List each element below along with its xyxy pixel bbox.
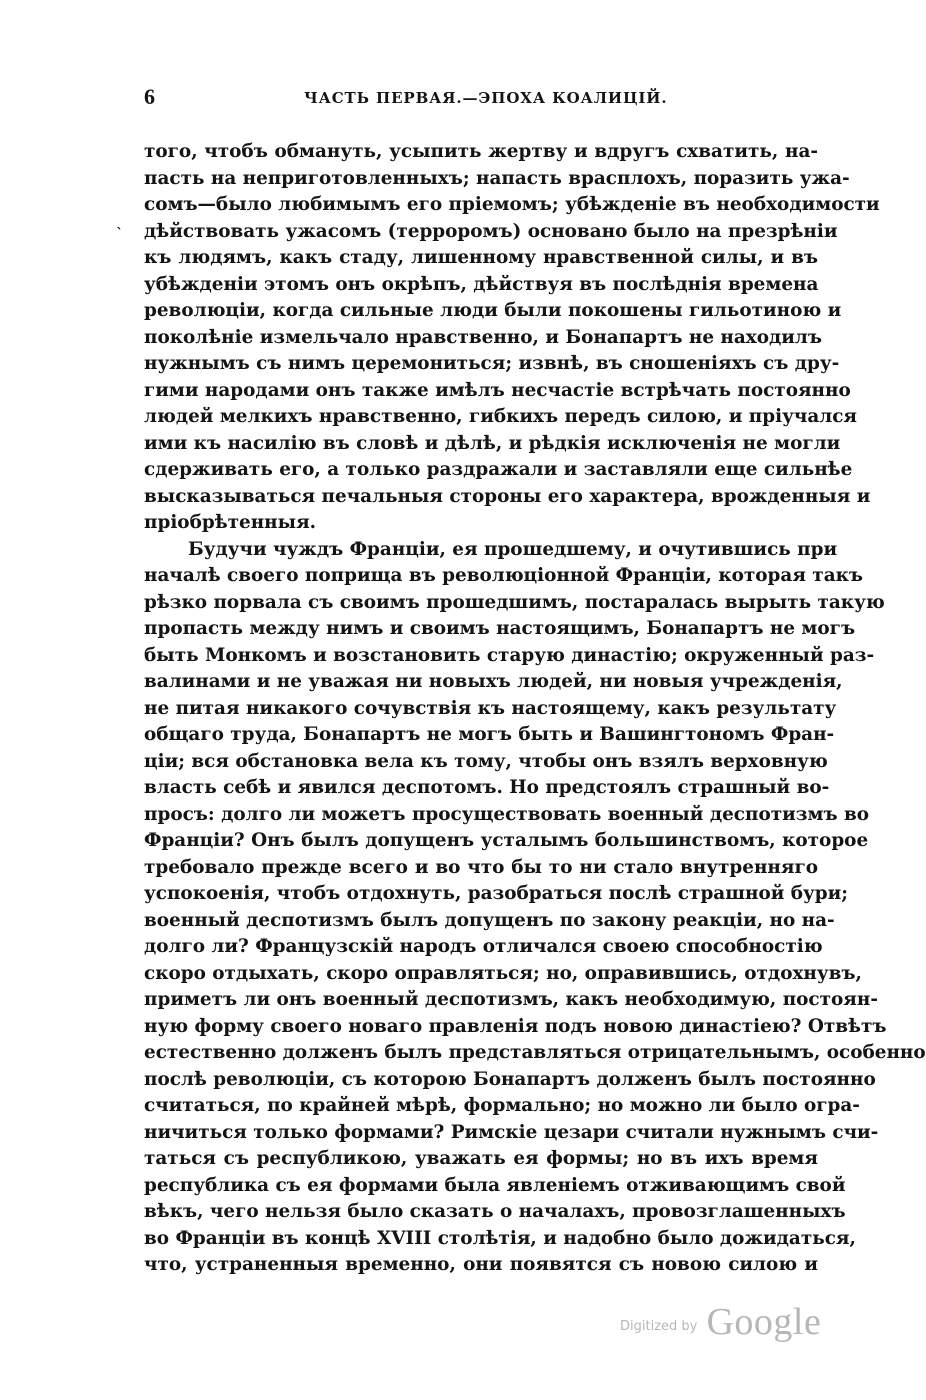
text-line: республика съ ея формами была явленіемъ отживающимъ свой (144, 1174, 846, 1196)
text-line: валинами и не уважая ни новыхъ людей, ни новыя учрежденія, (144, 671, 843, 692)
text-line: власть себѣ и явился деспотомъ. Но предстоялъ страшный во- (144, 777, 830, 798)
text-line: Будучи чуждъ Франціи, ея прошедшему, и очутившись при (188, 538, 838, 560)
page-number: 6 (144, 84, 155, 109)
digitized-by-google-watermark (620, 1300, 821, 1344)
text-line: ими къ насилію въ словѣ и дѣлѣ, и рѣдкія исключенія не могли (144, 432, 841, 454)
text-line: началѣ своего поприща въ революціонной Франціи, которая такъ (144, 565, 864, 586)
text-line: ціи; вся обстановка вела къ тому, чтобы онъ взялъ верховную (144, 750, 828, 772)
text-line: во Франціи въ концѣ XVIII столѣтія, и надобно было дожидаться, (144, 1227, 856, 1249)
text-line: сомъ—было любимымъ его пріемомъ; убѣжденіе въ необходимости (144, 194, 880, 215)
running-head: ЧАСТЬ ПЕРВАЯ.—ЭПОХА КОАЛИЦІЙ. (304, 89, 668, 107)
text-line: успокоенія, чтобъ отдохнуть, разобраться послѣ страшной бури; (144, 883, 849, 904)
text-line: считаться, по крайней мѣрѣ, формально; но можно ли было огра- (144, 1095, 860, 1116)
text-line: послѣ революціи, съ которою Бонапартъ долженъ былъ постоянно (144, 1068, 876, 1090)
text-line: требовало прежде всего и во что бы то ни стало внутренняго (144, 856, 818, 878)
text-line: поколѣніе измельчало нравственно, и Бонапартъ не находилъ (144, 326, 823, 348)
text-line: общаго труда, Бонапартъ не могъ быть и Вашингтономъ Фран- (144, 724, 835, 745)
text-line: военный деспотизмъ былъ допущенъ по закону реакціи, но на- (144, 909, 835, 931)
google-logo: Google (706, 1301, 822, 1343)
text-line: таться съ республикою, уважать ея формы; но въ ихъ время (144, 1148, 818, 1169)
margin-mark: ` (116, 226, 123, 242)
text-line: скоро отдыхать, скоро оправляться; но, оправившись, отдохнувъ, (144, 962, 862, 984)
text-line: что, устраненныя временно, они появятся съ новою силою и (144, 1254, 818, 1275)
page-header (144, 84, 818, 114)
watermark-prefix: Digitized by (620, 1319, 698, 1334)
text-line: быть Монкомъ и возстановить старую династію; окруженный раз- (144, 644, 875, 666)
text-line: къ людямъ, какъ стаду, лишенному нравственной силы, и въ (144, 247, 818, 268)
text-line: людей мелкихъ нравственно, гибкихъ передъ силою, и пріучался (144, 406, 857, 427)
paragraph-2 (144, 537, 926, 1279)
text-line: высказываться печальныя стороны его характера, врожденныя и (144, 485, 871, 507)
text-line: убѣжденіи этомъ онъ окрѣпъ, дѣйствуя въ послѣднія времена (144, 273, 819, 295)
text-line: сдерживать его, а только раздражали и заставляли еще сильнѣе (144, 459, 853, 480)
text-line: рѣзко порвала съ своимъ прошедшимъ, постаралась вырыть такую (144, 591, 885, 613)
text-line: ную форму своего новаго правленія подъ новою династіею? Отвѣтъ (144, 1015, 887, 1037)
text-line: ничиться только формами? Римскіе цезари считали нужнымъ счи- (144, 1121, 879, 1143)
text-line: Франціи? Онъ былъ допущенъ усталымъ большинствомъ, которое (144, 830, 869, 851)
text-line: не питая никакого сочувствія къ настоящему, какъ результату (144, 697, 837, 719)
text-line: просъ: долго ли можетъ просуществовать военный деспотизмъ во (144, 803, 870, 825)
text-line: гими народами онъ также имѣлъ несчастіе встрѣчать постоянно (144, 379, 851, 401)
text-line: революціи, когда сильные люди были покошены гильотиною и (144, 300, 842, 321)
text-line: естественно долженъ былъ представляться отрицательнымъ, особенно (144, 1042, 926, 1063)
text-line: приметъ ли онъ военный деспотизмъ, какъ необходимую, постоян- (144, 989, 878, 1010)
text-line: вѣкъ, чего нельзя было сказать о началахъ, провозглашенныхъ (144, 1201, 846, 1222)
text-line: пріобрѣтенныя. (144, 512, 317, 533)
text-line: пасть на неприготовленныхъ; напасть врасплохъ, поразить ужа- (144, 167, 850, 189)
text-line: того, чтобъ обмануть, усыпить жертву и вдругъ схватить, на- (144, 141, 818, 162)
text-line: долго ли? Французскій народъ отличался своею способностію (144, 936, 823, 957)
text-line: пропасть между нимъ и своимъ настоящимъ, Бонапартъ не могъ (144, 618, 856, 639)
text-line: нужнымъ съ нимъ церемониться; извнѣ, въ сношеніяхъ съ дру- (144, 353, 840, 374)
body-text (144, 139, 926, 1279)
text-line: дѣйствовать ужасомъ (терроромъ) основано было на презрѣніи (144, 220, 838, 242)
paragraph-1 (144, 139, 880, 537)
